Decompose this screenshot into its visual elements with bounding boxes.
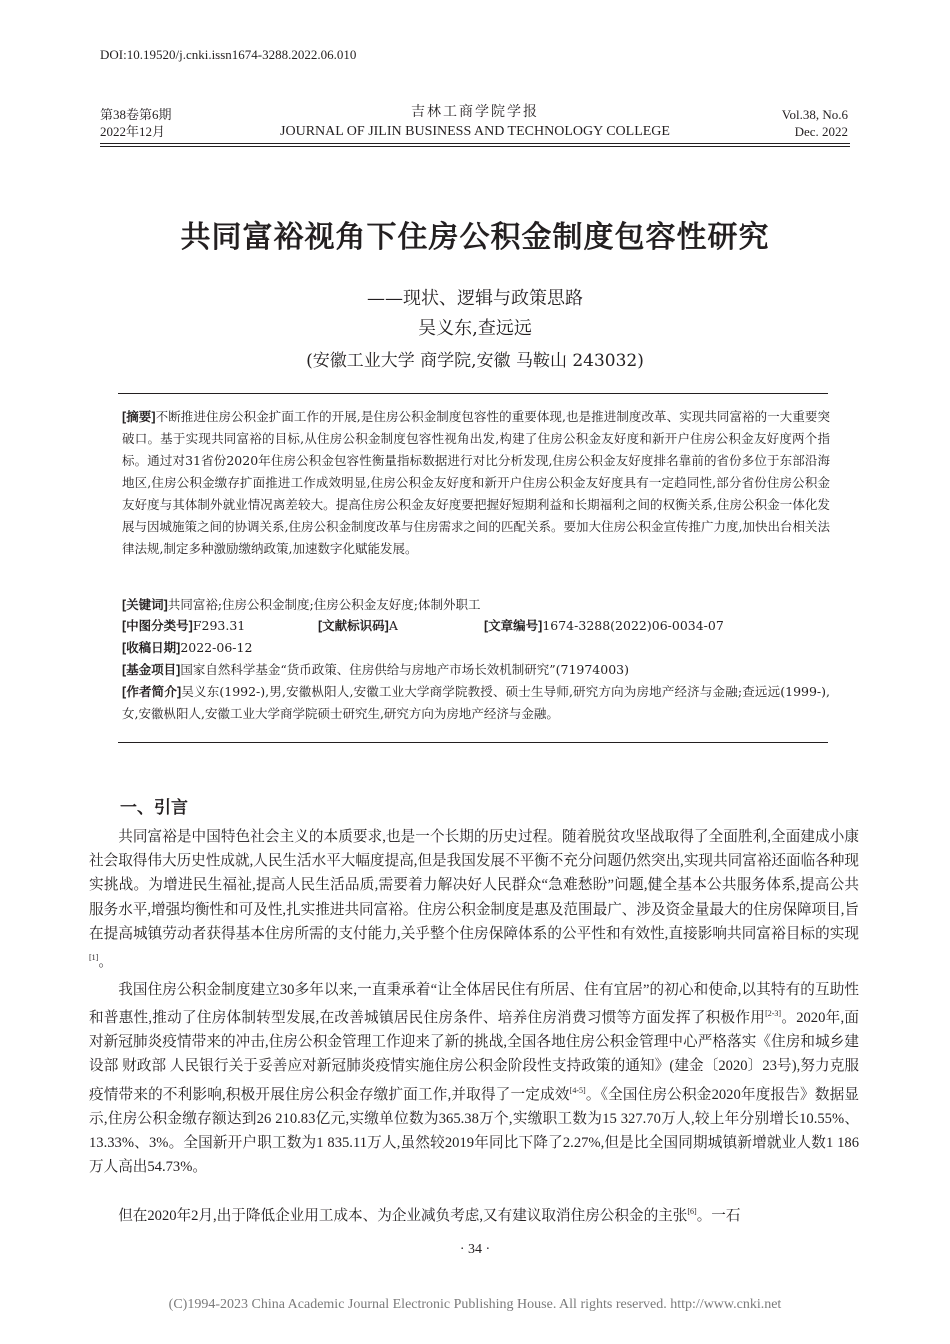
meta-rule-top: [118, 393, 828, 394]
issue-date-cn: 2022年12月: [100, 124, 166, 139]
fund-block: [122, 659, 830, 681]
page-number: · 34 ·: [459, 1242, 491, 1257]
doc-code-value: A: [388, 618, 398, 633]
section-heading: 一、引言: [120, 798, 188, 817]
header-rule-top: [100, 143, 850, 144]
clc-label: [中图分类号]: [122, 619, 193, 633]
paragraph-1: [89, 825, 859, 974]
keywords-label: [关键词]: [122, 598, 168, 612]
paragraph-2: [89, 978, 859, 1179]
abstract-text: 不断推进住房公积金扩面工作的开展,是住房公积金制度包容性的重要体现,也是推进制度改革、实现共同富裕的一大重要突破口。基于实现共同富裕的目标,从住房公积金制度包容性视角出发,构建了住房公积金友好度和新开户住房公积金友好度两个指标。通过对31省份2020年住房公积金包容性衡量指标数据进行对比分析发现,住房公积金友好度排名靠前的省份多位于东部沿海地区,住房公积金缴存扩面推进工作成效明显,住房公积金友好度和新开户住房公积金友好度具有一定趋同性,部分省份住房公积金友好度与其体制外就业情况离差较大。提高住房公积金友好度要把握好短期利益和长期福利之间的权衡关系,住房公积金一体化发展与因城施策之间的协调关系,住房公积金制度改革与住房需求之间的匹配关系。要加大住房公积金宣传推广力度,加快出台相关法律法规,制定多种激励缴纳政策,加速数字化赋能发展。: [122, 409, 830, 556]
fund-label: [基金项目]: [122, 663, 181, 677]
abstract-block: [122, 406, 830, 560]
article-authors: 吴义东,查远远: [418, 318, 532, 339]
keywords-block: [122, 594, 830, 616]
journal-name-en: JOURNAL OF JILIN BUSINESS AND TECHNOLOGY COLLEGE: [280, 124, 670, 139]
issue-date-en: Dec. 2022: [794, 124, 848, 139]
citation-ref: [4-5]: [569, 1085, 586, 1095]
citation-ref: [2-3]: [765, 1009, 782, 1019]
fund-text: 国家自然科学基金“货币政策、住房供给与房地产市场长效机制研究”(71974003): [180, 662, 629, 677]
article-number-label: [文章编号]: [484, 619, 543, 633]
received-value: 2022-06-12: [180, 640, 253, 655]
paragraph-1-text: 共同富裕是中国特色社会主义的本质要求,也是一个长期的历史过程。随着脱贫攻坚战取得了全面胜利,全面建成小康社会取得伟大历史性成就,人民生活水平大幅度提高,但是我国发展不平衡不充分问题仍然突出,实现共同富裕还面临各种现实挑战。为增进民生福祉,提高人民生活品质,需要着力解决好人民群众“急难愁盼”问题,健全基本公共服务体系,提高公共服务水平,增强均衡性和可及性,扎实推进共同富裕。住房公积金制度是惠及范围最广、涉及资金量最大的住房保障项目,旨在提高城镇劳动者获得基本住房所需的支付能力,关乎整个住房保障体系的公平性和有效性,直接影响共同富裕目标的实现: [89, 829, 859, 942]
paragraph-3-text-a: 但在2020年2月,出于降低企业用工成本、为企业减负考虑,又有建议取消住房公积金的主张: [118, 1207, 688, 1224]
paragraph-2-text-a: 我国住房公积金制度建立30多年以来,一直秉承着“让全体居民住有所居、住有宜居”的初心和使命,以其特有的互助性和普惠性,推动了住房体制转型发展,在改善城镇居民住房条件、培养住房消费习惯等方面发挥了积极作用: [89, 982, 859, 1027]
clc-value: F293.31: [192, 618, 246, 633]
article-title: 共同富裕视角下住房公积金制度包容性研究: [180, 220, 770, 255]
author-bio-block: [122, 681, 830, 725]
journal-name-cn: 吉林工商学院学报: [411, 105, 539, 120]
author-affiliation: (安徽工业大学 商学院,安徽 马鞍山 243032): [306, 351, 644, 371]
volume-issue-cn: 第38卷第6期: [100, 107, 172, 122]
received-date-block: [122, 637, 830, 659]
bio-label: [作者简介]: [122, 685, 182, 699]
article-subtitle: ——现状、逻辑与政策思路: [367, 288, 583, 309]
paragraph-1-end: 。: [98, 953, 113, 970]
volume-issue-en: Vol.38, No.6: [781, 107, 848, 122]
paragraph-2-text-c: 。《全国住房公积金2020年度报告》数据显示,住房公积金缴存额达到26 210.83亿元,实缴单位数为365.38万个,实缴职工数为15 327.70万人,较上年分别增长10.55%、13.33%、3%。全国新开户职工数为1 835.11万人,虽然较2019年同比下降了2.27%,但是比全国同期城镇新增就业人数1 186万人高出54.73%。: [89, 1086, 859, 1176]
header-right: [782, 106, 848, 140]
paragraph-2-text-b: 。2020年,面对新冠肺炎疫情带来的冲击,住房公积金管理工作迎来了新的挑战,全国各地住房公积金管理中心严格落实《住房和城乡建设部 财政部 人民银行关于妥善应对新冠肺炎疫情实施住房公积金阶段性支持政策的通知》(建金〔2020〕23号),努力克服疫情带来的不利影响,积极开展住房公积金存缴扩面工作,并取得了一定成效: [89, 1010, 859, 1103]
paragraph-3: [89, 1200, 859, 1228]
header-rule-bottom: [100, 146, 850, 147]
abstract-label: [摘要]: [122, 410, 156, 424]
copyright-footer: (C)1994-2023 China Academic Journal Electronic Publishing House. All rights reserved. http://www.cnki.net: [168, 1297, 782, 1312]
meta-rule-bottom: [118, 742, 828, 743]
keywords-text: 共同富裕;住房公积金制度;住房公积金友好度;体制外职工: [167, 597, 481, 612]
citation-ref: [1]: [89, 953, 99, 963]
received-label: [收稿日期]: [122, 641, 181, 655]
paragraph-3-text-b: 。一石: [696, 1207, 741, 1224]
bio-text: 吴义东(1992-),男,安徽枞阳人,安徽工业大学商学院教授、硕士生导师,研究方向为房地产经济与金融;查远远(1999-),女,安徽枞阳人,安徽工业大学商学院硕士研究生,研究方向为房地产经济与金融。: [122, 684, 830, 721]
doi-line: DOI:10.19520/j.cnki.issn1674-3288.2022.06.010: [100, 47, 357, 62]
doc-code-label: [文献标识码]: [318, 619, 389, 633]
article-number-value: 1674-3288(2022)06-0034-07: [542, 618, 724, 633]
citation-ref: [6]: [687, 1207, 697, 1216]
